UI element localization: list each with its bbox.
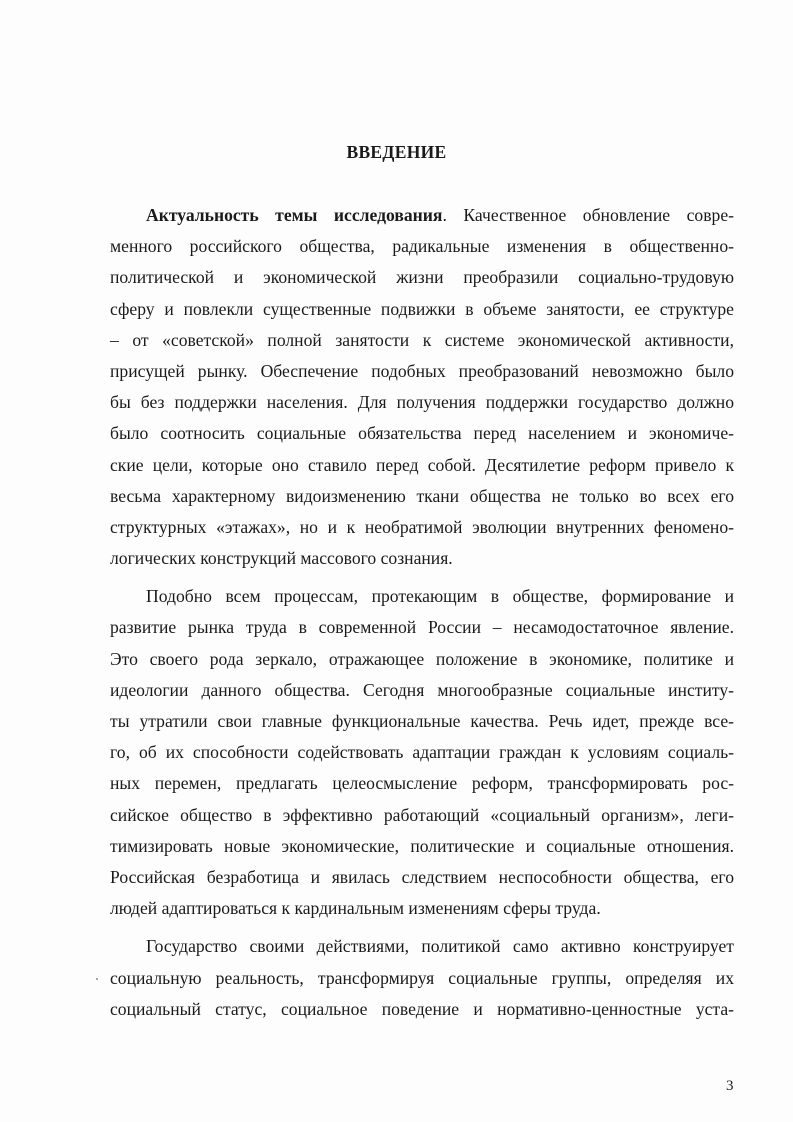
lead-phrase: Актуальность темы исследования [146,205,443,225]
text-line: присущей рынку. Обеспечение подобных преобразований невозможно было [110,360,734,381]
text-line: сийское общество в эффективно работающий «социальный организм», леги- [110,804,734,825]
text-line: логических конструкций массового сознания. [110,548,453,569]
text-line: Подобно всем процессам, протекающим в обществе, формирование и [146,586,734,607]
body-text [110,200,734,1025]
page-number: 3 [726,1078,734,1094]
text-line: было соотносить социальные обязательства перед населением и экономиче- [110,423,734,444]
text-line: весьма характерному видоизменению ткани общества не только во всех его [110,485,734,506]
text-line: политической и экономической жизни преобразили социально-трудовую [110,267,734,288]
text-line: бы без поддержки населения. Для получения поддержки государство должно [110,392,734,413]
text-line: Актуальность темы исследования. Качественное обновление совре- [146,205,734,225]
text-line: сферу и повлекли существенные подвижки в объеме занятости, ее структуре [110,298,734,319]
paragraph-relevance [110,200,734,574]
text-line: го, об их способности содействовать адаптации граждан к условиям социаль- [110,742,734,763]
text-line: людей адаптироваться к кардинальным изменениям сферы труда. [110,898,601,919]
section-heading: ВВЕДЕНИЕ [346,142,447,162]
text-line: ские цели, которые оно ставило перед собой. Десятилетие реформ привело к [110,454,734,475]
text-line: идеологии данного общества. Сегодня многообразные социальные институ- [110,679,734,700]
text-line: менного российского общества, радикальные изменения в общественно- [110,236,734,257]
text-line: ных перемен, предлагать целеосмысление реформ, трансформировать рос- [110,773,734,794]
text-line: Российская безработица и явилась следствием неспособности общества, его [110,866,734,887]
text-line: социальную реальность, трансформируя социальные группы, определяя их [110,967,734,988]
text-line: структурных «этажах», но и к необратимой эволюции внутренних феномено- [110,516,734,537]
text-line: социальный статус, социальное поведение и нормативно-ценностные уста- [110,998,734,1019]
text-line: ты утратили свои главные функциональные качества. Речь идет, прежде все- [110,711,734,731]
scan-speck [96,978,98,980]
text-line: Это своего рода зеркало, отражающее положение в экономике, политике и [110,648,734,669]
paragraph-state [110,931,734,1025]
paragraph-labor-market [110,581,734,924]
text-line: развитие рынка труда в современной России – несамодостаточное явление. [110,617,734,638]
text-line: Государство своими действиями, политикой само активно конструирует [146,936,734,957]
text-line: – от «советской» полной занятости к системе экономической активности, [110,329,734,350]
text-line: тимизировать новые экономические, политические и социальные отношения. [110,835,734,856]
